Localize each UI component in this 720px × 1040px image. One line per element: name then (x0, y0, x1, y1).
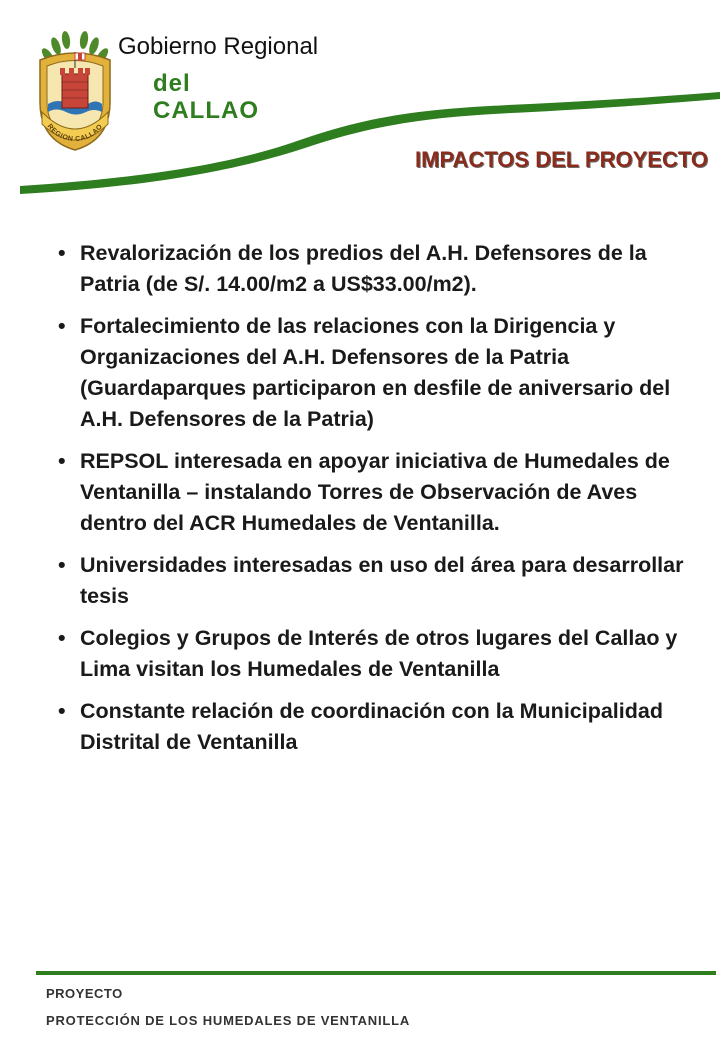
callao-coat-of-arms-logo (34, 16, 116, 156)
bullet-icon: • (58, 699, 66, 723)
org-name-del: del (153, 70, 191, 97)
list-item-text: Colegios y Grupos de Interés de otros lugares del Callao y Lima visitan los Humedales de Ventanilla (80, 626, 678, 681)
footer-project-name: PROTECCIÓN DE LOS HUMEDALES DE VENTANILLA (46, 1013, 411, 1028)
list-item (58, 550, 704, 612)
list-item (58, 238, 704, 300)
list-item (58, 623, 704, 685)
list-item (58, 311, 704, 435)
bullet-icon: • (58, 553, 66, 577)
org-name: Gobierno Regional (118, 33, 319, 60)
impacts-list (58, 238, 704, 769)
bullet-icon: • (58, 241, 66, 265)
list-item-text: Universidades interesadas en uso del área para desarrollar tesis (80, 553, 684, 608)
footer-divider (36, 971, 716, 975)
list-item-text: Constante relación de coordinación con la Municipalidad Distrital de Ventanilla (80, 699, 663, 754)
logo-text: REGION CALLAO (45, 123, 105, 144)
org-name-callao: CALLAO (153, 97, 259, 124)
list-item-text: Revalorización de los predios del A.H. Defensores de la Patria (de S/. 14.00/m2 a US$33.00/m2). (80, 241, 647, 296)
list-item-text: Fortalecimiento de las relaciones con la Dirigencia y Organizaciones del A.H. Defensores de la Patria (Guardaparques participaron en desfile de aniversario del A.H. Defensores de la Patria) (80, 314, 671, 431)
bullet-icon: • (58, 314, 66, 338)
page-title: IMPACTOS DEL PROYECTO (415, 147, 708, 172)
bullet-icon: • (58, 626, 66, 650)
list-item (58, 696, 704, 758)
list-item (58, 446, 704, 539)
list-item-text: REPSOL interesada en apoyar iniciativa de Humedales de Ventanilla – instalando Torres de Observación de Aves dentro del ACR Humedales de Ventanilla. (80, 449, 670, 535)
bullet-icon: • (58, 449, 66, 473)
footer-label: PROYECTO (46, 986, 123, 1001)
